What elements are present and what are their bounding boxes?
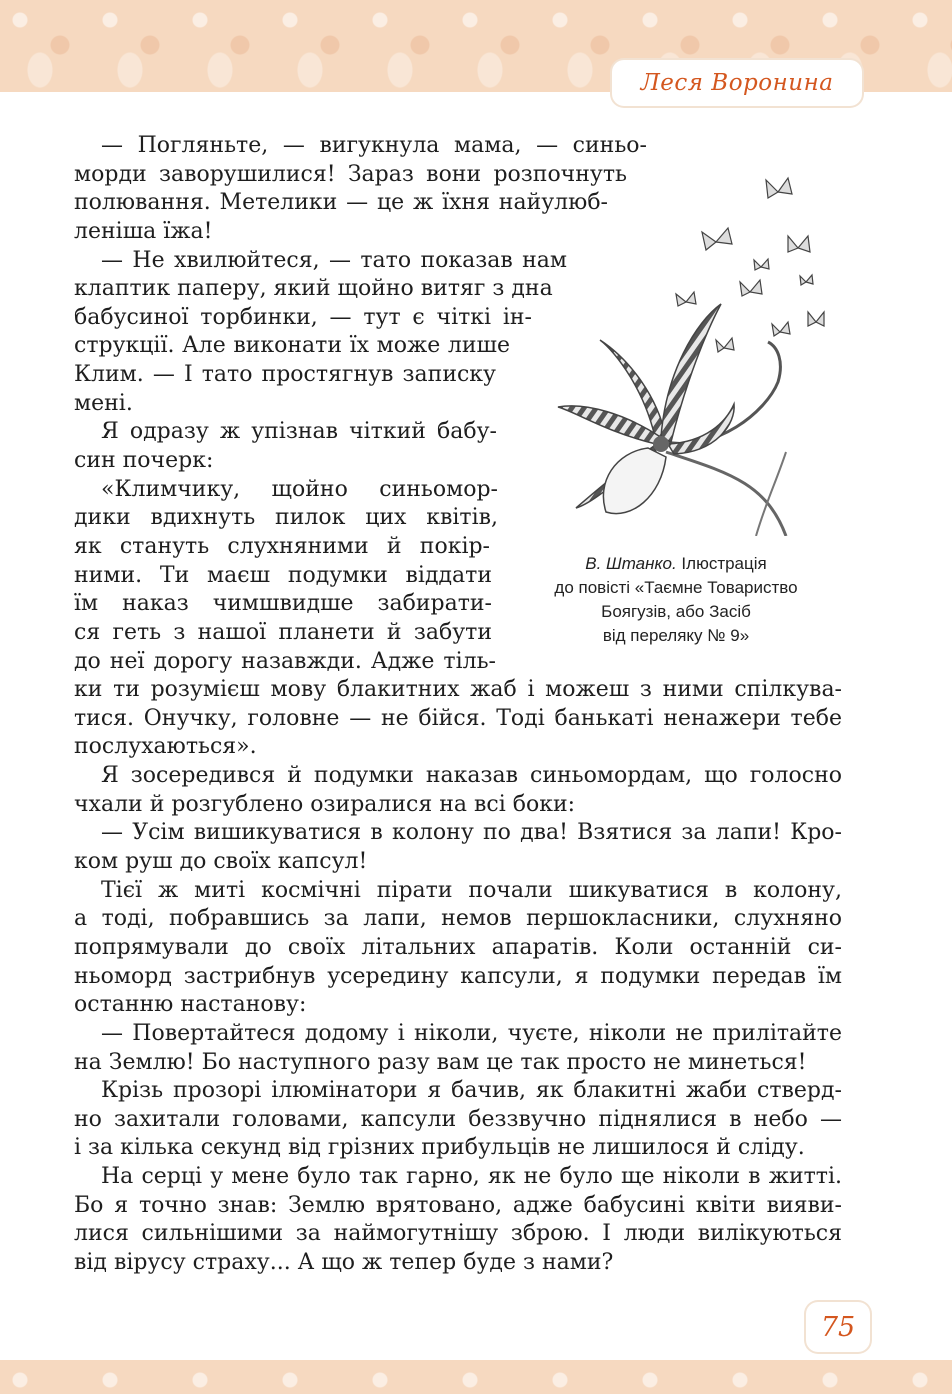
text-line: на Землю! Бо наступного разу вам це так просто не минеться! <box>74 1049 807 1075</box>
text-line: ся геть з нашої планети й забути <box>74 619 492 645</box>
text-line: до неї дорогу назавжди. Адже тіль- <box>74 648 496 674</box>
author-tab <box>612 60 862 106</box>
text-line: а тоді, побравшись за лапи, немов першокласники, слухняно <box>74 906 842 932</box>
caption-artist: В. Штанко. <box>585 554 677 573</box>
flower-icon <box>516 152 840 536</box>
text-line: бабусиної торбинки, — тут є чіткі ін- <box>74 304 532 330</box>
text-line: ком руш до своїх капсул! <box>74 849 368 875</box>
text-line: Клим. — І тато простягнув записку <box>74 362 496 388</box>
text-line: клаптик паперу, який щойно витяг з дна <box>74 276 553 302</box>
text-line: чхали й розгублено озиралися на всі боки: <box>74 791 576 817</box>
caption-line-2: до повісті «Таємне Товариство <box>554 578 798 597</box>
text-line: ки ти розумієш мову блакитних жаб і можеш з ними спілкува- <box>74 677 842 703</box>
text-line: син почерк: <box>74 448 214 474</box>
text-line: — Погляньте, — вигукнула мама, — синьо- <box>101 133 647 158</box>
caption-text: Ілюстрація <box>681 554 767 573</box>
text-line: Я одразу ж упізнав чіткий бабу- <box>101 419 497 445</box>
text-line: тися. Онучку, головне — не бійся. Тоді банькаті ненажери тебе <box>74 705 842 731</box>
text-line: дики вдихнуть пилок цих квітів, <box>74 505 498 531</box>
butterfly-icon <box>676 178 824 352</box>
author-name: Леся Воронина <box>640 70 834 96</box>
text-line: і за кілька секунд від грізних прибульців не лишилося й сліду. <box>74 1135 805 1161</box>
caption-line-1 <box>516 552 836 576</box>
text-line: ньоморд застрибнув усередину капсули, я подумки передав їм <box>74 963 842 989</box>
text-line: морди заворушилися! Зараз вони розпочнуть <box>74 161 627 187</box>
text-line: На серці у мене було так гарно, як не було ще ніколи в житті. <box>101 1164 842 1190</box>
text-line: послухаються». <box>74 734 257 760</box>
text-line: від вірусу страху... А що ж тепер буде з нами? <box>74 1249 614 1275</box>
illustration-caption <box>516 552 836 648</box>
text-line: мені. <box>74 390 133 416</box>
text-line: останню настанову: <box>74 992 307 1018</box>
text-line: Я зосередився й подумки наказав синьомордам, що голосно <box>101 763 842 789</box>
footer-ornament-band <box>0 1360 952 1394</box>
text-line: — Не хвилюйтеся, — тато показав нам <box>101 247 567 273</box>
page-number: 75 <box>820 1311 856 1343</box>
text-line: попрямували до своїх літальних апаратів. Коли останній си- <box>74 934 842 960</box>
text-line: ними. Ти маєш подумки віддати <box>74 562 492 588</box>
text-line: лися сильнішими за наймогутнішу зброю. І люди вилікуються <box>74 1221 842 1247</box>
text-line: полювання. Метелики — це ж їхня найулюб- <box>74 190 608 216</box>
text-line: «Климчику, щойно синьомор- <box>101 476 498 502</box>
text-line: но захитали головами, капсули беззвучно піднялися в небо — <box>74 1106 842 1132</box>
text-line: леніша їжа! <box>74 218 213 244</box>
text-line: їм наказ чимшвидше забирати- <box>74 591 492 617</box>
text-line: — Усім вишикуватися в колону по два! Взятися за лапи! Кро- <box>101 820 842 846</box>
text-line: Крізь прозорі ілюмінатори я бачив, як блакитні жаби стверд- <box>101 1078 842 1104</box>
text-line: Бо я точно знав: Землю врятовано, адже бабусині квіти вияви- <box>74 1192 842 1218</box>
caption-line-3: Боягузів, або Засіб <box>601 602 751 621</box>
text-line: — Повертайтеся додому і ніколи, чуєте, ніколи не прилітайте <box>101 1020 842 1046</box>
text-line: струкції. Але виконати їх може лише <box>74 333 510 359</box>
butterflies-and-flower-illustration <box>516 152 840 536</box>
page-number-badge <box>806 1302 870 1352</box>
text-line: як стануть слухняними й покір- <box>74 533 490 559</box>
caption-line-4: від переляку № 9» <box>602 626 750 645</box>
text-line: Тієї ж миті космічні пірати почали шикуватися в колону, <box>101 877 842 903</box>
